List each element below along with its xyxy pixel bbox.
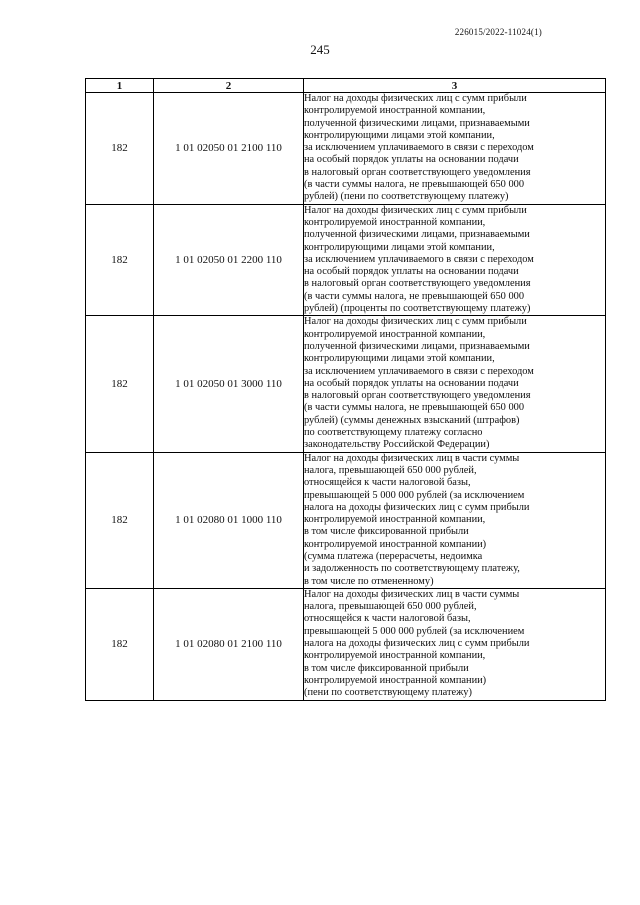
description-line: полученной физическими лицами, признаваемыми bbox=[304, 340, 530, 352]
document-id: 226015/2022-11024(1) bbox=[454, 27, 542, 37]
description-line: контролирующими лицами этой компании, bbox=[304, 129, 495, 141]
description-line: относящейся к части налоговой базы, bbox=[304, 613, 471, 625]
description-line: Налог на доходы физических лиц с сумм прибыли bbox=[304, 93, 527, 104]
page-number: 245 bbox=[310, 42, 330, 57]
description-line: контролирующими лицами этой компании, bbox=[304, 241, 495, 253]
description-line: рублей) (суммы денежных взысканий (штрафов) bbox=[304, 414, 520, 426]
description-line: налога на доходы физических лиц с сумм прибыли bbox=[304, 501, 530, 513]
budget-classification-code-cell: 1 01 02050 01 2200 110 bbox=[154, 204, 304, 316]
description-line: налога на доходы физических лиц с сумм прибыли bbox=[304, 638, 530, 650]
description-line: Налог на доходы физических лиц с сумм прибыли bbox=[304, 204, 527, 216]
admin-code-cell: 182 bbox=[86, 93, 154, 205]
description-line: за исключением уплачиваемого в связи с переходом bbox=[304, 365, 534, 377]
description-line: за исключением уплачиваемого в связи с переходом bbox=[304, 142, 534, 154]
budget-classification-code-cell: 1 01 02080 01 1000 110 bbox=[154, 452, 304, 588]
description-line: налога, превышающей 650 000 рублей, bbox=[304, 601, 477, 613]
description-line: на особый порядок уплаты на основании подачи bbox=[304, 154, 519, 166]
description-cell bbox=[304, 93, 606, 205]
description-line: (в части суммы налога, не превышающей 650 000 bbox=[304, 179, 525, 191]
description-line: контролируемой иностранной компании, bbox=[304, 514, 486, 526]
budget-classification-code-cell: 1 01 02050 01 2100 110 bbox=[154, 93, 304, 205]
budget-classification-code-cell: 1 01 02050 01 3000 110 bbox=[154, 316, 304, 452]
table-row bbox=[86, 452, 606, 588]
description-line: (сумма платежа (перерасчеты, недоимка bbox=[304, 550, 483, 562]
description-line: (в части суммы налога, не превышающей 650 000 bbox=[304, 402, 525, 414]
description-cell bbox=[304, 588, 606, 700]
description-line: контролируемой иностранной компании, bbox=[304, 328, 486, 340]
description-line: контролируемой иностранной компании, bbox=[304, 105, 486, 117]
description-line: превышающей 5 000 000 рублей (за исключением bbox=[304, 625, 525, 637]
description-line: Налог на доходы физических лиц с сумм прибыли bbox=[304, 316, 527, 328]
description-cell bbox=[304, 316, 606, 452]
description-line: и задолженность по соответствующему платежу, bbox=[304, 563, 520, 575]
budget-classification-code-cell: 1 01 02080 01 2100 110 bbox=[154, 588, 304, 700]
description-line: относящейся к части налоговой базы, bbox=[304, 477, 471, 489]
table-row bbox=[86, 316, 606, 452]
description-line: рублей) (пени по соответствующему платежу) bbox=[304, 191, 509, 203]
description-line: в налоговый орган соответствующего уведомления bbox=[304, 166, 531, 178]
column-header-2: 2 bbox=[154, 79, 304, 93]
admin-code-cell: 182 bbox=[86, 588, 154, 700]
description-line: за исключением уплачиваемого в связи с переходом bbox=[304, 253, 534, 265]
table-row bbox=[86, 93, 606, 205]
description-line: контролируемой иностранной компании, bbox=[304, 650, 486, 662]
description-line: Налог на доходы физических лиц в части суммы bbox=[304, 452, 520, 464]
column-header-1: 1 bbox=[86, 79, 154, 93]
description-line: в том числе по отмененному) bbox=[304, 575, 434, 587]
description-line: контролируемой иностранной компании) bbox=[304, 674, 487, 686]
description-line: контролирующими лицами этой компании, bbox=[304, 353, 495, 365]
admin-code-cell: 182 bbox=[86, 452, 154, 588]
description-line: контролируемой иностранной компании) bbox=[304, 538, 487, 550]
admin-code-cell: 182 bbox=[86, 316, 154, 452]
description-line: законодательству Российской Федерации) bbox=[304, 439, 490, 451]
table-header-row bbox=[86, 79, 606, 93]
description-cell bbox=[304, 204, 606, 316]
description-line: (в части суммы налога, не превышающей 650 000 bbox=[304, 290, 525, 302]
table-row bbox=[86, 588, 606, 700]
description-line: на особый порядок уплаты на основании подачи bbox=[304, 377, 519, 389]
table-body bbox=[86, 93, 606, 701]
description-line: контролируемой иностранной компании, bbox=[304, 216, 486, 228]
description-line: превышающей 5 000 000 рублей (за исключением bbox=[304, 489, 525, 501]
description-line: на особый порядок уплаты на основании подачи bbox=[304, 266, 519, 278]
description-line: в налоговый орган соответствующего уведомления bbox=[304, 390, 531, 402]
table-row bbox=[86, 204, 606, 316]
column-header-3: 3 bbox=[304, 79, 606, 93]
description-line: в налоговый орган соответствующего уведомления bbox=[304, 278, 531, 290]
description-line: (пени по соответствующему платежу) bbox=[304, 687, 472, 699]
description-line: рублей) (проценты по соответствующему платежу) bbox=[304, 303, 531, 315]
description-line: полученной физическими лицами, признаваемыми bbox=[304, 229, 530, 241]
description-line: в том числе фиксированной прибыли bbox=[304, 662, 469, 674]
description-line: по соответствующему платежу согласно bbox=[304, 427, 483, 439]
description-line: Налог на доходы физических лиц в части суммы bbox=[304, 588, 520, 600]
description-line: налога, превышающей 650 000 рублей, bbox=[304, 464, 477, 476]
admin-code-cell: 182 bbox=[86, 204, 154, 316]
description-line: полученной физическими лицами, признаваемыми bbox=[304, 117, 530, 129]
description-line: в том числе фиксированной прибыли bbox=[304, 526, 469, 538]
description-cell bbox=[304, 452, 606, 588]
budget-code-table bbox=[85, 78, 606, 701]
